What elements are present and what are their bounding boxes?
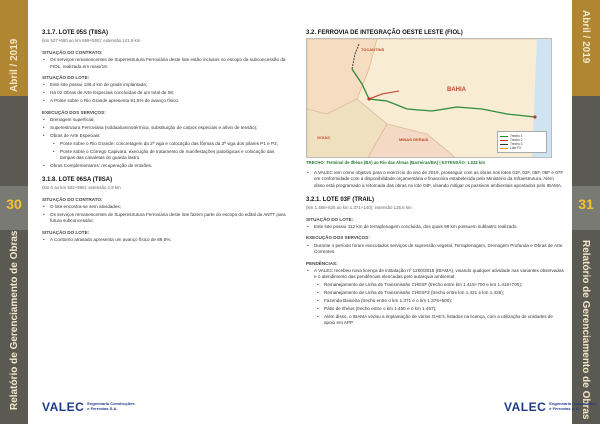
list-item: • Os serviços remanescentes de Superestrutura Ferroviária deste lote estão inclusos no escopo da subconcessão da FIOL, realizada em maio/19. (42, 57, 288, 70)
map-label-goias: GOIÁS (317, 135, 330, 141)
brand-tagline: Engenharia Construções e Ferrovias S.A. (87, 401, 135, 411)
list-subitem: • Além disso, o IBAMA vedou a implantação de vários OAE's, listados na licença, com a utilização de unidades de apoio em APP. (306, 314, 564, 327)
list-item: • A Contorno atrasado apresenta um avanço físico de 89,6%. (42, 237, 288, 243)
lot-status-heading: SITUAÇÃO DO LOTE: (306, 216, 354, 222)
brand-name: VALEC (42, 400, 85, 414)
list-item: • Obras Complementares: recuperação de erosões. (42, 163, 288, 169)
valec-logo-left (42, 400, 135, 414)
list-item: • Superestrutura Ferroviária (soldaaluminotérmica, substituição de carpos especiais e alívio de tensão); (42, 125, 288, 131)
execution-list (42, 117, 288, 169)
section-title: 3.1.7. LOTE 05S (TIISA) (42, 30, 109, 36)
legend-item: Trecho 3 (500, 142, 544, 146)
map-label-bahia: BAHIA (447, 87, 466, 94)
contract-heading: SITUAÇÃO DO CONTRATO: (42, 49, 103, 55)
railway-map (306, 38, 552, 158)
list-subitem: • Pátio de Ilhéus (trecho entre o km 1.450 e o km 1.457); (306, 306, 564, 312)
execution-list (306, 243, 564, 256)
list-subitem: • Ponte sobre o Córrego Capivara: execução de tratamento de manifestações patológicas e colocação das tampas das canaletas do guarda lastro. (42, 149, 288, 162)
brand-tagline: Engenharia Construções e Ferrovias S.A. (549, 401, 597, 411)
list-item: • O lote encontra-se sem atividades; (42, 204, 288, 210)
section-subtitle: (km 527+660 ao km 669+550): extensão 141,9 km (42, 38, 141, 44)
lot-status-list (42, 82, 288, 104)
lot-status-heading: SITUAÇÃO DO LOTE: (42, 229, 90, 235)
list-item: • A VALEC recebeu nova licença de instalação nº 1200/2018 (IBAMA), visando qualquer atividade nas variantes observadas e o atendimento das pendências elencadas pelo autarquia ambiental: (306, 268, 564, 281)
lot-status-list (306, 224, 564, 230)
legend-item: Trecho 1 (500, 134, 544, 138)
valec-logo-right (504, 400, 597, 414)
list-subitem: • Fazenda Baixeira (trecho entre o km 1.371 e o km 1.376+500); (306, 298, 564, 304)
execution-heading: EXECUÇÃO DOS SERVIÇOS: (42, 109, 106, 115)
list-item: • Este lote possui 136,4 km de grade implantada; (42, 82, 288, 88)
map-label-tocantins: TOCANTINS (361, 47, 385, 53)
lot-status-heading: SITUAÇÃO DO LOTE: (42, 75, 90, 81)
legend-item: Trecho 2 (500, 138, 544, 142)
list-subitem: • Remanejamento de Linha de Transmissão CHESF (trecho entre km 1.415+700 e km 1.418+700); (306, 282, 564, 288)
lot-status-list (42, 237, 288, 243)
list-item: • Obras de Arte Especiais: (42, 133, 288, 139)
execution-heading: EXECUÇÃO DOS SERVIÇOS: (306, 235, 370, 241)
right-side-tab: Abril / 2019 31 Relatório de Gerenciamento de Obras (572, 0, 600, 424)
pending-list (306, 268, 564, 327)
list-item: • Os serviços remanescentes de Superestrutura Ferroviária deste lote fazem parte do escopo do edital da ANTT para futura subconcessão; (42, 212, 288, 225)
section-title: 3.1.8. LOTE 06SA (TIISA) (42, 176, 113, 183)
list-item: • Durante o período foram executados serviços de supressão vegetal, Terraplenagem, Drenagem Profunda e Obras de Arte Correntes. (306, 243, 564, 256)
brand-name: VALEC (504, 400, 547, 414)
map-label-minas: MINAS GERAIS (399, 137, 429, 143)
list-item: • Drenagem superficial; (42, 117, 288, 123)
list-item: • Há 02 Obras de Arte Especiais concluídas de um total de 08; (42, 90, 288, 96)
map-legend (497, 131, 547, 153)
contract-list (42, 204, 288, 225)
right-page (306, 30, 564, 328)
legend-item: Lote F3 (500, 146, 544, 150)
contract-heading: SITUAÇÃO DO CONTRATO: (42, 196, 103, 202)
list-subitem: • Remanejamento de Linha de Transmissão CHESF2 (trecho entre km 1.421 e km 1.428); (306, 290, 564, 296)
intro-list (306, 170, 564, 189)
pending-heading: PENDÊNCIAS: (306, 260, 338, 266)
left-side-tab: Abril / 2019 30 Relatório de Gerenciamento de Obras (0, 0, 28, 424)
section-title: 3.2.1. LOTE 03F (TRAIL) (306, 196, 375, 203)
page-number-left: 30 (6, 196, 22, 212)
list-item: • Este lote possui 112 km de terraplenagem concluída, dos quais 99 km possuem sublastro realizado. (306, 224, 564, 230)
section-subtitle: (km 1.466+625 ao km 1.371+140): extensão 126,6 km (306, 205, 412, 211)
section-subtitle: (km 0 ao km 502+966): extensão 2,9 km (42, 185, 121, 191)
map-caption: TRECHO: Terminal de Ilhéus (BA) ao Rio das Almas (Barreiras/BA) | EXTENSÃO: 1.022 km (306, 160, 485, 166)
list-item: • A Ponte sobre o Rio Grande apresenta 91,5% de avanço físico. (42, 98, 288, 104)
list-subitem: • Ponte sobre o Rio Grande: concretagem da 2ª viga e colocação das fôrmas da 3ª viga dos pilares P1 e P2; (42, 141, 288, 147)
section-title: 3.2. FERROVIA DE INTEGRAÇÃO OESTE LESTE (FIOL) (306, 30, 463, 36)
contract-list (42, 57, 288, 70)
list-item: • A VALEC tem como objetivo para o exercício do ano de 2019, prosseguir com as obras nos lotes 01F, 02F, 05F, 06F e 07F em conformidade com a disponibilidade orçamentária e financeira estabelecida pelo Ministério da Infraestrutura. Além disso está programado a retomada das obras no lote 04F, visando mitigar os passivos ambientais apontados pelo IBAMA. (306, 170, 564, 189)
left-page (42, 30, 288, 245)
page-number-right: 31 (578, 196, 594, 212)
